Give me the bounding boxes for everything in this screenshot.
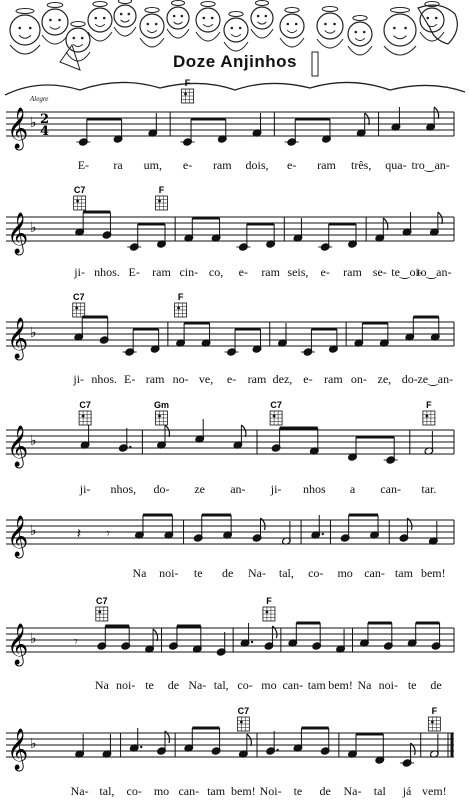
lyric-syllable: e- [303, 372, 313, 386]
lyric-syllable: an- [230, 482, 246, 496]
lyric-syllable: Na- [343, 784, 362, 798]
lyric-syllable: co- [308, 566, 324, 580]
treble-clef-icon: 𝄞 [7, 516, 29, 557]
note-flag [165, 425, 170, 437]
lyric-syllable: tal [373, 784, 386, 798]
song-title: Doze Anjinhos [173, 52, 297, 71]
rest-icon: 𝄽 [76, 526, 81, 542]
lyric-syllable: de [221, 566, 234, 580]
chord-name: F [184, 78, 191, 88]
key-flat-icon: ♭ [30, 220, 37, 236]
lyric-syllable: tal, [278, 566, 294, 580]
chord-name: C7 [79, 400, 91, 410]
lyric-syllable: ze, [377, 372, 392, 386]
dot-icon [276, 749, 278, 751]
lyric-syllable: ram [343, 265, 362, 279]
lyric-syllable: te‿oi- [391, 265, 423, 279]
lyric-syllable: bem! [231, 784, 256, 798]
lyric-syllable: ram [247, 372, 267, 386]
lyric-syllable: e- [226, 372, 237, 386]
lyrics-line [0, 158, 470, 172]
lyric-syllable: ji- [73, 372, 85, 386]
lyric-syllable: co- [237, 678, 253, 692]
lyric-syllable: E- [77, 158, 90, 172]
chord-name: F [177, 292, 184, 302]
lyric-syllable: bem! [420, 566, 446, 580]
lyric-syllable: mo [337, 566, 353, 580]
lyric-syllable: ram [152, 265, 171, 279]
lyric-syllable: ve, [198, 372, 214, 386]
time-signature-bottom: 4 [40, 124, 50, 139]
lyric-syllable: noi- [378, 678, 398, 692]
lyric-syllable: ra [113, 158, 123, 172]
lyric-syllable: ram [317, 158, 336, 172]
lyric-syllable: bem! [328, 678, 353, 692]
lyric-syllable: ram [324, 372, 343, 386]
lyric-syllable: ram [145, 372, 165, 386]
lyric-syllable: E- [123, 372, 136, 386]
lyric-syllable: can- [380, 482, 402, 496]
lyric-syllable: e- [238, 265, 249, 279]
lyric-syllable: um, [143, 158, 162, 172]
lyric-syllable: Noi- [259, 784, 282, 798]
lyric-syllable: dois, [245, 158, 269, 172]
staff-system [6, 78, 454, 150]
note-flag [247, 734, 252, 746]
lyric-syllable: noi- [159, 566, 179, 580]
lyric-syllable: can- [178, 784, 200, 798]
lyric-syllable: de [430, 678, 442, 692]
lyric-syllable: ram [212, 158, 232, 172]
lyric-syllable: cin- [179, 265, 199, 279]
lyric-syllable: de [167, 678, 180, 692]
lyrics-line [0, 784, 470, 798]
chord-name: C7 [72, 292, 85, 302]
key-flat-icon: ♭ [30, 115, 37, 131]
lyric-syllable: ze [194, 482, 206, 496]
lyric-syllable: qua- [385, 158, 407, 172]
dot-icon [140, 746, 142, 748]
key-flat-icon: ♭ [30, 325, 37, 341]
staff-system [6, 596, 454, 666]
lyric-syllable: de [319, 784, 331, 798]
lyric-syllable: tal, [99, 784, 115, 798]
lyric-syllable: co, [208, 265, 224, 279]
lyrics-line [0, 482, 470, 496]
lyric-syllable: ji- [74, 265, 85, 279]
lyric-syllable: nhos. [94, 265, 120, 279]
lyric-syllable: te [293, 784, 303, 798]
lyric-syllable: três, [351, 158, 372, 172]
lyric-syllable: ram [261, 265, 280, 279]
lyric-syllable: tro‿an- [411, 158, 450, 172]
dot-icon [322, 533, 324, 535]
treble-clef-icon: 𝄞 [7, 108, 29, 149]
rest-icon: 𝄾 [73, 634, 78, 650]
lyric-syllable: e- [320, 265, 330, 279]
treble-clef-icon: 𝄞 [7, 426, 29, 467]
lyric-syllable: mo [261, 678, 277, 692]
lyric-syllable: seis, [287, 265, 309, 279]
time-signature-top: 2 [40, 112, 50, 127]
lyrics-line [0, 372, 470, 386]
lyric-syllable: e- [287, 158, 297, 172]
chord-name: C7 [270, 400, 282, 410]
treble-clef-icon: 𝄞 [7, 729, 29, 770]
lyric-syllable: can- [282, 678, 304, 692]
chord-name: C7 [96, 596, 108, 606]
lyric-syllable: no- [172, 372, 189, 386]
lyric-syllable: te [407, 678, 417, 692]
lyric-syllable: e- [182, 158, 193, 172]
lyric-syllable: Na- [70, 784, 89, 798]
key-flat-icon: ♭ [30, 433, 37, 449]
lyric-syllable: do- [401, 372, 418, 386]
treble-clef-icon: 𝄞 [7, 318, 29, 359]
lyric-syllable: tam [307, 678, 326, 692]
chord-name: Gm [153, 400, 170, 410]
lyric-syllable: Na [357, 678, 372, 692]
lyric-syllable: co- [126, 784, 142, 798]
treble-clef-icon: 𝄞 [7, 213, 29, 254]
dot-icon [251, 641, 253, 643]
lyric-syllable: a [349, 482, 356, 496]
lyrics-line [0, 265, 470, 279]
lyric-syllable: Na [94, 678, 109, 692]
lyric-syllable: ji- [79, 482, 91, 496]
lyric-syllable: Na- [248, 566, 266, 580]
lyric-syllable: tal, [213, 678, 229, 692]
note-flag [365, 113, 370, 125]
lyric-syllable: E- [128, 265, 140, 279]
lyric-syllable: tam [394, 566, 413, 580]
note-flag [153, 629, 158, 641]
lyric-syllable: nhos, [110, 482, 137, 496]
key-flat-icon: ♭ [30, 736, 37, 752]
note-flag [438, 212, 443, 224]
rest-icon: 𝄾 [106, 526, 110, 542]
lyric-syllable: to‿an- [417, 265, 452, 279]
chord-name: F [426, 400, 432, 410]
lyric-syllable: te [145, 678, 154, 692]
chord-name: F [158, 185, 165, 195]
staff-system [6, 185, 454, 255]
lyric-syllable: Na- [188, 678, 207, 692]
lyric-syllable: tam [207, 784, 226, 798]
lyrics-line [0, 678, 470, 692]
lyric-syllable: se- [372, 265, 387, 279]
note-flag [434, 107, 439, 119]
note-flag [241, 425, 246, 437]
key-flat-icon: ♭ [30, 523, 37, 539]
chord-name: F [266, 596, 272, 606]
staff-system [6, 515, 454, 558]
chord-name: C7 [237, 706, 250, 716]
lyrics-line [0, 566, 470, 580]
key-flat-icon: ♭ [30, 631, 37, 647]
lyric-syllable: nhos [302, 482, 326, 496]
lyric-syllable: Na [132, 566, 147, 580]
dot-icon [129, 446, 131, 448]
lyric-syllable: já [402, 784, 412, 798]
chord-name: F [431, 706, 438, 716]
chord-name: C7 [73, 185, 86, 195]
lyric-syllable: ze‿an- [417, 372, 454, 386]
lyric-syllable: ji- [270, 482, 282, 496]
lyric-syllable: dez, [272, 372, 293, 386]
staff-system [6, 292, 454, 360]
lyric-syllable: noi- [116, 678, 136, 692]
staff-system [6, 400, 454, 468]
staff-system [6, 706, 454, 771]
lyric-syllable: mo [153, 784, 170, 798]
lyric-syllable: on- [350, 372, 367, 386]
tempo-marking: Alegre [30, 95, 49, 103]
treble-clef-icon: 𝄞 [7, 624, 29, 665]
note-flag [383, 218, 388, 230]
lyric-syllable: nhos. [91, 372, 118, 386]
lyric-syllable: tar. [421, 482, 437, 496]
lyric-syllable: te [193, 566, 203, 580]
lyric-syllable: vem! [422, 784, 447, 798]
lyric-syllable: do- [153, 482, 170, 496]
lyric-syllable: can- [364, 566, 385, 580]
